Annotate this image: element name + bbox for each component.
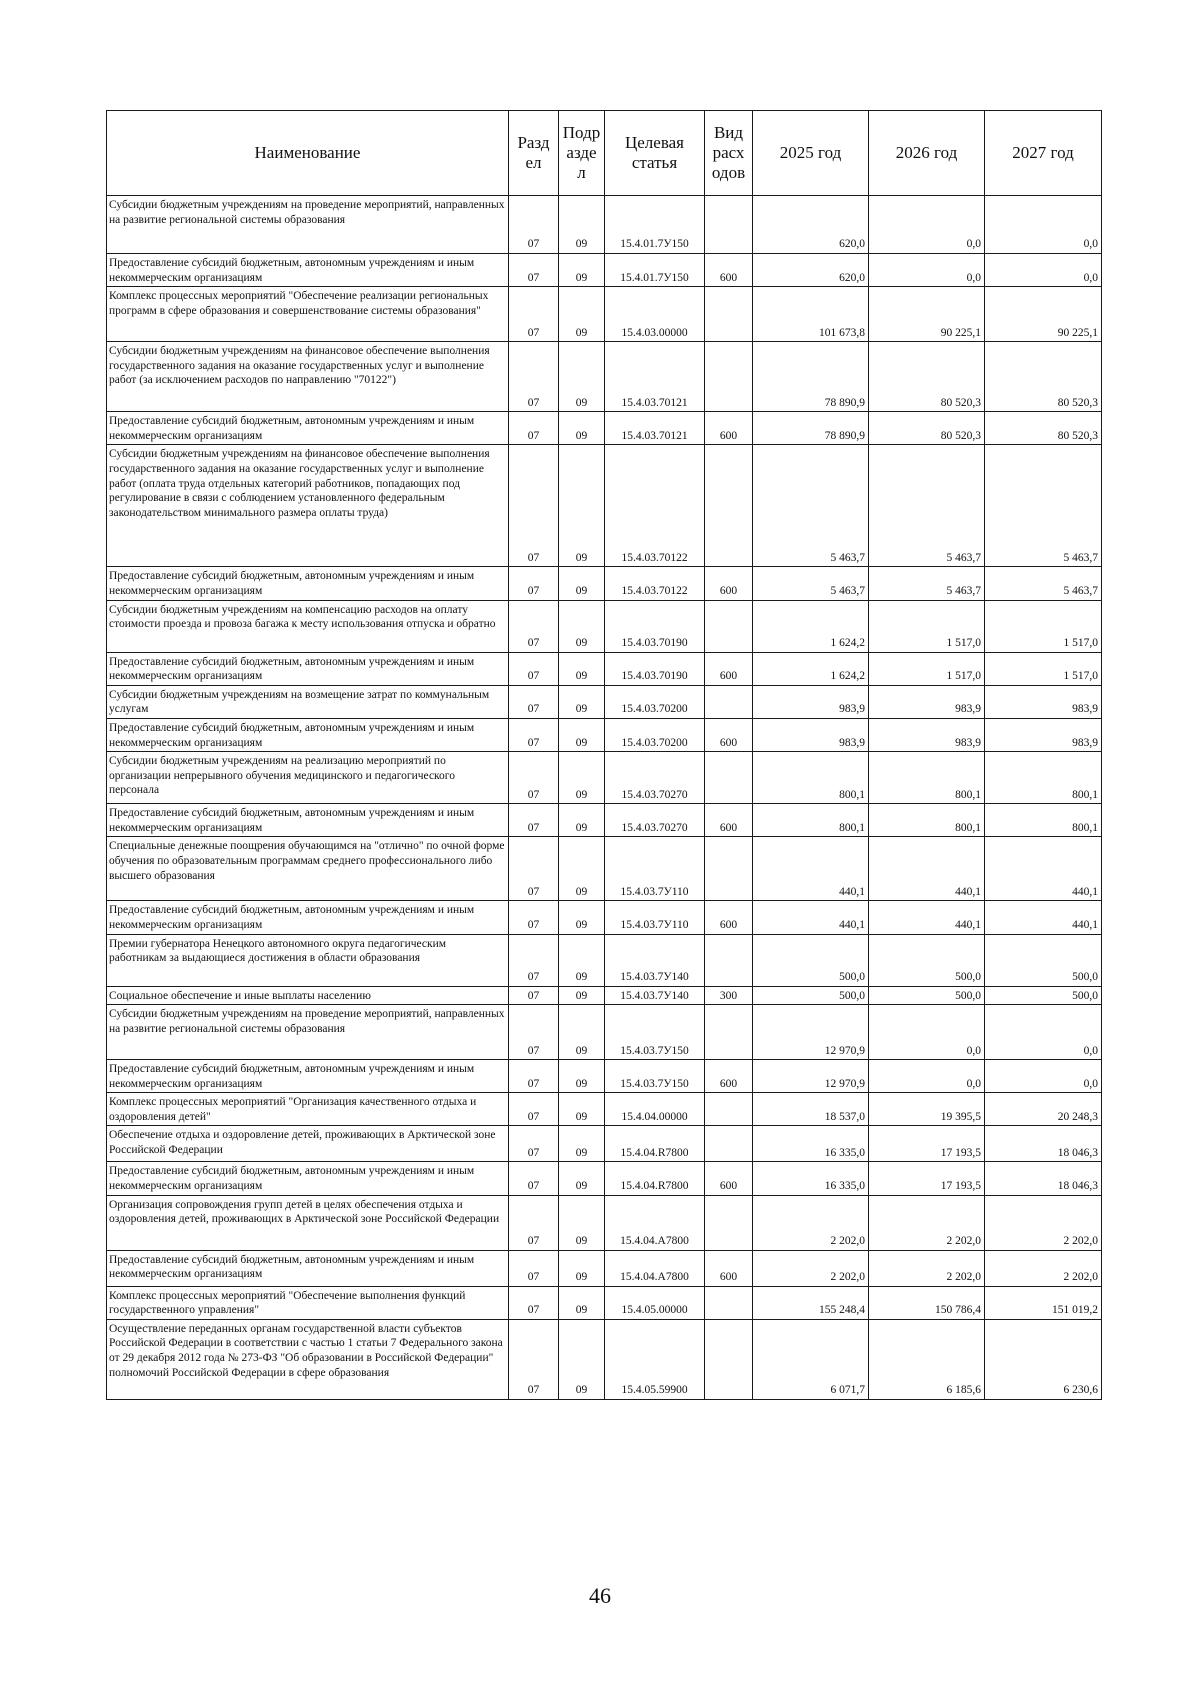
cell-2025: 2 202,0	[753, 1195, 869, 1250]
cell-2026: 19 395,5	[869, 1093, 985, 1126]
cell-2025: 1 624,2	[753, 600, 869, 652]
cell-podrazdel: 09	[559, 287, 605, 342]
cell-expense-type: 600	[705, 1162, 753, 1195]
cell-podrazdel: 09	[559, 685, 605, 718]
cell-2025: 620,0	[753, 254, 869, 287]
cell-name: Предоставление субсидий бюджетным, автономным учреждениям и иным некоммерческим организациям	[107, 804, 509, 837]
cell-name: Комплекс процессных мероприятий "Организация качественного отдыха и оздоровления детей"	[107, 1093, 509, 1126]
cell-razdel: 07	[509, 837, 559, 901]
header-expense-type: Вид расх одов	[705, 111, 753, 196]
cell-2027: 0,0	[985, 1060, 1102, 1093]
cell-podrazdel: 09	[559, 1126, 605, 1162]
cell-2027: 800,1	[985, 752, 1102, 804]
cell-name: Предоставление субсидий бюджетным, автономным учреждениям и иным некоммерческим организациям	[107, 1250, 509, 1286]
cell-podrazdel: 09	[559, 445, 605, 567]
cell-article: 15.4.03.70270	[605, 752, 705, 804]
cell-podrazdel: 09	[559, 1319, 605, 1399]
cell-name: Предоставление субсидий бюджетным, автономным учреждениям и иным некоммерческим организациям	[107, 1060, 509, 1093]
cell-razdel: 07	[509, 652, 559, 685]
cell-expense-type: 600	[705, 718, 753, 751]
cell-podrazdel: 09	[559, 1286, 605, 1319]
cell-razdel: 07	[509, 196, 559, 254]
table-row	[107, 685, 1102, 718]
table-body	[107, 196, 1102, 1400]
cell-podrazdel: 09	[559, 600, 605, 652]
cell-razdel: 07	[509, 412, 559, 445]
cell-expense-type	[705, 445, 753, 567]
cell-razdel: 07	[509, 986, 559, 1005]
table-row	[107, 445, 1102, 567]
cell-expense-type	[705, 1319, 753, 1399]
table-row	[107, 1195, 1102, 1250]
cell-article: 15.4.03.7У140	[605, 934, 705, 986]
header-2027: 2027 год	[985, 111, 1102, 196]
cell-2025: 78 890,9	[753, 412, 869, 445]
cell-article: 15.4.01.7У150	[605, 254, 705, 287]
cell-article: 15.4.04.A7800	[605, 1195, 705, 1250]
table-row	[107, 986, 1102, 1005]
cell-2026: 5 463,7	[869, 445, 985, 567]
cell-2027: 983,9	[985, 685, 1102, 718]
cell-2026: 2 202,0	[869, 1250, 985, 1286]
cell-podrazdel: 09	[559, 254, 605, 287]
cell-name: Субсидии бюджетным учреждениям на компенсацию расходов на оплату стоимости проезда и провоза багажа к месту использования отпуска и обратно	[107, 600, 509, 652]
cell-razdel: 07	[509, 1286, 559, 1319]
header-razdel: Разд ел	[509, 111, 559, 196]
budget-table	[106, 110, 1102, 1400]
cell-razdel: 07	[509, 804, 559, 837]
cell-expense-type: 600	[705, 652, 753, 685]
cell-article: 15.4.03.7У110	[605, 901, 705, 934]
cell-article: 15.4.03.70200	[605, 685, 705, 718]
cell-2026: 0,0	[869, 254, 985, 287]
cell-expense-type: 600	[705, 412, 753, 445]
cell-2025: 440,1	[753, 837, 869, 901]
cell-name: Осуществление переданных органам государственной власти субъектов Российской Федерации в соответствии с частью 1 статьи 7 Федерального закона от 29 декабря 2012 года № 273-ФЗ "Об образовании в Российской Федерации" полномочий Российской Федерации в сфере образования	[107, 1319, 509, 1399]
cell-2025: 155 248,4	[753, 1286, 869, 1319]
header-2025: 2025 год	[753, 111, 869, 196]
cell-2026: 440,1	[869, 837, 985, 901]
cell-2027: 5 463,7	[985, 567, 1102, 600]
cell-podrazdel: 09	[559, 718, 605, 751]
cell-2025: 983,9	[753, 685, 869, 718]
cell-2027: 80 520,3	[985, 412, 1102, 445]
cell-podrazdel: 09	[559, 567, 605, 600]
cell-razdel: 07	[509, 718, 559, 751]
cell-2026: 1 517,0	[869, 600, 985, 652]
cell-expense-type	[705, 1005, 753, 1060]
cell-2026: 17 193,5	[869, 1162, 985, 1195]
page-number: 46	[589, 1583, 611, 1608]
cell-2025: 2 202,0	[753, 1250, 869, 1286]
table-row	[107, 934, 1102, 986]
cell-2026: 0,0	[869, 1060, 985, 1093]
cell-2027: 5 463,7	[985, 445, 1102, 567]
cell-2027: 0,0	[985, 254, 1102, 287]
cell-expense-type	[705, 1126, 753, 1162]
cell-2027: 0,0	[985, 196, 1102, 254]
cell-2027: 18 046,3	[985, 1162, 1102, 1195]
cell-expense-type: 600	[705, 1250, 753, 1286]
cell-article: 15.4.05.59900	[605, 1319, 705, 1399]
cell-podrazdel: 09	[559, 1060, 605, 1093]
table-row	[107, 342, 1102, 412]
cell-name: Специальные денежные поощрения обучающимся на "отлично" по очной форме обучения по образовательным программам среднего профессионального либо высшего образования	[107, 837, 509, 901]
cell-podrazdel: 09	[559, 752, 605, 804]
table-row	[107, 1286, 1102, 1319]
cell-2027: 500,0	[985, 934, 1102, 986]
cell-article: 15.4.05.00000	[605, 1286, 705, 1319]
cell-podrazdel: 09	[559, 1250, 605, 1286]
cell-podrazdel: 09	[559, 412, 605, 445]
header-podrazdel: Подр азде л	[559, 111, 605, 196]
cell-razdel: 07	[509, 445, 559, 567]
cell-name: Социальное обеспечение и иные выплаты населению	[107, 986, 509, 1005]
cell-article: 15.4.03.70122	[605, 567, 705, 600]
cell-2027: 800,1	[985, 804, 1102, 837]
cell-podrazdel: 09	[559, 901, 605, 934]
cell-article: 15.4.03.70200	[605, 718, 705, 751]
table-row	[107, 718, 1102, 751]
cell-expense-type: 300	[705, 986, 753, 1005]
cell-2025: 500,0	[753, 986, 869, 1005]
cell-2026: 17 193,5	[869, 1126, 985, 1162]
cell-name: Комплекс процессных мероприятий "Обеспечение реализации региональных программ в сфере образования и совершенствование системы образования"	[107, 287, 509, 342]
table-row	[107, 287, 1102, 342]
cell-name: Субсидии бюджетным учреждениям на реализацию мероприятий по организации непрерывного обучения медицинского и педагогического персонала	[107, 752, 509, 804]
cell-name: Предоставление субсидий бюджетным, автономным учреждениям и иным некоммерческим организациям	[107, 718, 509, 751]
cell-podrazdel: 09	[559, 986, 605, 1005]
cell-2026: 2 202,0	[869, 1195, 985, 1250]
cell-razdel: 07	[509, 1162, 559, 1195]
cell-expense-type	[705, 752, 753, 804]
cell-2026: 500,0	[869, 934, 985, 986]
cell-name: Предоставление субсидий бюджетным, автономным учреждениям и иным некоммерческим организациям	[107, 901, 509, 934]
cell-name: Предоставление субсидий бюджетным, автономным учреждениям и иным некоммерческим организациям	[107, 567, 509, 600]
cell-2025: 101 673,8	[753, 287, 869, 342]
cell-2027: 80 520,3	[985, 342, 1102, 412]
table-row	[107, 196, 1102, 254]
cell-expense-type: 600	[705, 567, 753, 600]
cell-2027: 18 046,3	[985, 1126, 1102, 1162]
table-row	[107, 752, 1102, 804]
cell-2025: 800,1	[753, 752, 869, 804]
cell-razdel: 07	[509, 1005, 559, 1060]
cell-2025: 12 970,9	[753, 1060, 869, 1093]
cell-name: Обеспечение отдыха и оздоровление детей, проживающих в Арктической зоне Российской Федерации	[107, 1126, 509, 1162]
cell-2025: 78 890,9	[753, 342, 869, 412]
table-row	[107, 1093, 1102, 1126]
cell-2026: 5 463,7	[869, 567, 985, 600]
cell-expense-type	[705, 196, 753, 254]
cell-article: 15.4.04.00000	[605, 1093, 705, 1126]
cell-expense-type	[705, 1286, 753, 1319]
cell-2027: 2 202,0	[985, 1250, 1102, 1286]
cell-razdel: 07	[509, 1319, 559, 1399]
cell-2026: 800,1	[869, 752, 985, 804]
cell-2025: 18 537,0	[753, 1093, 869, 1126]
cell-razdel: 07	[509, 1126, 559, 1162]
cell-name: Комплекс процессных мероприятий "Обеспечение выполнения функций государственного управления"	[107, 1286, 509, 1319]
cell-2026: 500,0	[869, 986, 985, 1005]
header-2026: 2026 год	[869, 111, 985, 196]
header-row	[107, 111, 1102, 196]
cell-name: Предоставление субсидий бюджетным, автономным учреждениям и иным некоммерческим организациям	[107, 1162, 509, 1195]
cell-2027: 2 202,0	[985, 1195, 1102, 1250]
cell-article: 15.4.03.7У150	[605, 1060, 705, 1093]
cell-razdel: 07	[509, 901, 559, 934]
cell-article: 15.4.03.70121	[605, 412, 705, 445]
cell-name: Субсидии бюджетным учреждениям на финансовое обеспечение выполнения государственного задания на оказание государственных услуг и выполнение работ (оплата труда отдельных категорий работников, попадающих под регулирование в связи с соблюдением установленного федеральным законодательством минимального размера оплаты труда)	[107, 445, 509, 567]
cell-podrazdel: 09	[559, 652, 605, 685]
cell-2025: 500,0	[753, 934, 869, 986]
table-row	[107, 901, 1102, 934]
table-row	[107, 1319, 1102, 1399]
cell-name: Субсидии бюджетным учреждениям на возмещение затрат по коммунальным услугам	[107, 685, 509, 718]
table-row	[107, 1060, 1102, 1093]
cell-article: 15.4.03.70122	[605, 445, 705, 567]
cell-name: Предоставление субсидий бюджетным, автономным учреждениям и иным некоммерческим организациям	[107, 254, 509, 287]
cell-podrazdel: 09	[559, 934, 605, 986]
cell-name: Предоставление субсидий бюджетным, автономным учреждениям и иным некоммерческим организациям	[107, 652, 509, 685]
cell-expense-type	[705, 287, 753, 342]
cell-expense-type	[705, 685, 753, 718]
cell-razdel: 07	[509, 567, 559, 600]
cell-2025: 16 335,0	[753, 1126, 869, 1162]
cell-2027: 0,0	[985, 1005, 1102, 1060]
cell-2027: 1 517,0	[985, 652, 1102, 685]
header-target-article: Целевая статья	[605, 111, 705, 196]
cell-podrazdel: 09	[559, 804, 605, 837]
cell-expense-type	[705, 934, 753, 986]
cell-razdel: 07	[509, 287, 559, 342]
cell-2026: 440,1	[869, 901, 985, 934]
cell-2027: 500,0	[985, 986, 1102, 1005]
cell-razdel: 07	[509, 342, 559, 412]
cell-podrazdel: 09	[559, 196, 605, 254]
cell-podrazdel: 09	[559, 1005, 605, 1060]
table-row	[107, 1005, 1102, 1060]
cell-2026: 800,1	[869, 804, 985, 837]
cell-2025: 5 463,7	[753, 445, 869, 567]
cell-razdel: 07	[509, 600, 559, 652]
cell-2027: 983,9	[985, 718, 1102, 751]
cell-2025: 12 970,9	[753, 1005, 869, 1060]
cell-article: 15.4.03.7У150	[605, 1005, 705, 1060]
cell-name: Субсидии бюджетным учреждениям на проведение мероприятий, направленных на развитие региональной системы образования	[107, 196, 509, 254]
cell-name: Премии губернатора Ненецкого автономного округа педагогическим работникам за выдающиеся достижения в области образования	[107, 934, 509, 986]
cell-article: 15.4.04.A7800	[605, 1250, 705, 1286]
table-row	[107, 254, 1102, 287]
cell-2026: 0,0	[869, 1005, 985, 1060]
cell-2027: 1 517,0	[985, 600, 1102, 652]
table-row	[107, 567, 1102, 600]
table-row	[107, 804, 1102, 837]
cell-2027: 6 230,6	[985, 1319, 1102, 1399]
cell-article: 15.4.04.R7800	[605, 1126, 705, 1162]
cell-article: 15.4.01.7У150	[605, 196, 705, 254]
table-row	[107, 837, 1102, 901]
cell-article: 15.4.04.R7800	[605, 1162, 705, 1195]
cell-2026: 983,9	[869, 685, 985, 718]
cell-podrazdel: 09	[559, 342, 605, 412]
cell-article: 15.4.03.7У110	[605, 837, 705, 901]
cell-2026: 90 225,1	[869, 287, 985, 342]
cell-expense-type	[705, 1195, 753, 1250]
cell-2026: 150 786,4	[869, 1286, 985, 1319]
cell-2025: 983,9	[753, 718, 869, 751]
cell-article: 15.4.03.70270	[605, 804, 705, 837]
cell-2025: 620,0	[753, 196, 869, 254]
table-row	[107, 1126, 1102, 1162]
cell-expense-type	[705, 342, 753, 412]
cell-razdel: 07	[509, 254, 559, 287]
table-row	[107, 412, 1102, 445]
cell-article: 15.4.03.7У140	[605, 986, 705, 1005]
cell-2027: 20 248,3	[985, 1093, 1102, 1126]
cell-razdel: 07	[509, 934, 559, 986]
cell-2026: 80 520,3	[869, 412, 985, 445]
cell-name: Субсидии бюджетным учреждениям на проведение мероприятий, направленных на развитие региональной системы образования	[107, 1005, 509, 1060]
cell-expense-type: 600	[705, 254, 753, 287]
cell-razdel: 07	[509, 1195, 559, 1250]
cell-podrazdel: 09	[559, 837, 605, 901]
cell-2027: 440,1	[985, 837, 1102, 901]
cell-2025: 800,1	[753, 804, 869, 837]
cell-razdel: 07	[509, 685, 559, 718]
table-row	[107, 1162, 1102, 1195]
table-row	[107, 600, 1102, 652]
cell-2025: 16 335,0	[753, 1162, 869, 1195]
cell-article: 15.4.03.70121	[605, 342, 705, 412]
cell-name: Предоставление субсидий бюджетным, автономным учреждениям и иным некоммерческим организациям	[107, 412, 509, 445]
cell-2025: 440,1	[753, 901, 869, 934]
cell-expense-type	[705, 1093, 753, 1126]
cell-expense-type	[705, 600, 753, 652]
table-row	[107, 652, 1102, 685]
cell-2025: 1 624,2	[753, 652, 869, 685]
cell-2026: 80 520,3	[869, 342, 985, 412]
cell-expense-type: 600	[705, 901, 753, 934]
cell-article: 15.4.03.70190	[605, 652, 705, 685]
cell-podrazdel: 09	[559, 1162, 605, 1195]
cell-2027: 90 225,1	[985, 287, 1102, 342]
cell-name: Субсидии бюджетным учреждениям на финансовое обеспечение выполнения государственного задания на оказание государственных услуг и выполнение работ (за исключением расходов по направлению "70122")	[107, 342, 509, 412]
cell-razdel: 07	[509, 1250, 559, 1286]
cell-podrazdel: 09	[559, 1195, 605, 1250]
cell-expense-type	[705, 837, 753, 901]
cell-2026: 1 517,0	[869, 652, 985, 685]
cell-article: 15.4.03.00000	[605, 287, 705, 342]
cell-razdel: 07	[509, 752, 559, 804]
cell-expense-type: 600	[705, 804, 753, 837]
cell-article: 15.4.03.70190	[605, 600, 705, 652]
cell-2025: 6 071,7	[753, 1319, 869, 1399]
cell-2026: 6 185,6	[869, 1319, 985, 1399]
cell-2026: 0,0	[869, 196, 985, 254]
cell-razdel: 07	[509, 1060, 559, 1093]
cell-2027: 440,1	[985, 901, 1102, 934]
table-row	[107, 1250, 1102, 1286]
cell-2026: 983,9	[869, 718, 985, 751]
cell-2027: 151 019,2	[985, 1286, 1102, 1319]
header-name: Наименование	[107, 111, 509, 196]
cell-2025: 5 463,7	[753, 567, 869, 600]
cell-name: Организация сопровождения групп детей в целях обеспечения отдыха и оздоровления детей, проживающих в Арктической зоне Российской Федерации	[107, 1195, 509, 1250]
cell-expense-type: 600	[705, 1060, 753, 1093]
cell-podrazdel: 09	[559, 1093, 605, 1126]
cell-razdel: 07	[509, 1093, 559, 1126]
